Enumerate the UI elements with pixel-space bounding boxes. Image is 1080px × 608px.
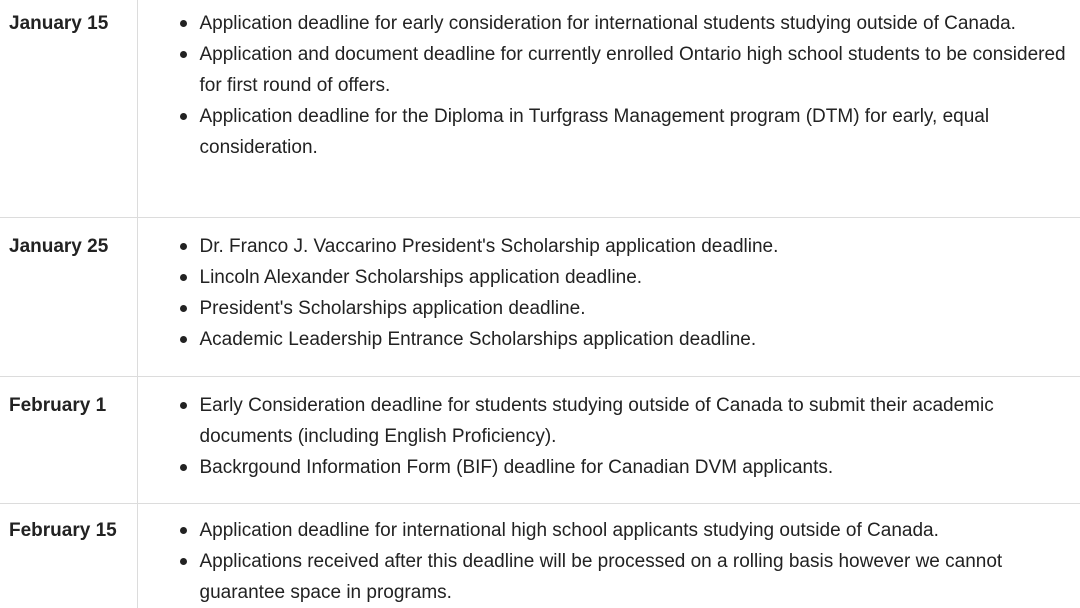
list-item: President's Scholarships application deadline. (138, 293, 1080, 324)
list-item: Applications received after this deadline will be processed on a rolling basis however we cannot guarantee space in programs. (138, 546, 1080, 608)
list-item: Academic Leadership Entrance Scholarships application deadline. (138, 324, 1080, 355)
table-row (0, 376, 1080, 503)
list-item: Application deadline for early consideration for international students studying outside of Canada. (138, 8, 1080, 39)
deadline-list (138, 390, 1080, 483)
table-row (0, 217, 1080, 376)
deadline-date: February 1 (9, 390, 137, 421)
date-cell (0, 217, 137, 376)
list-item: Application and document deadline for currently enrolled Ontario high school students to be considered for first round of offers. (138, 39, 1080, 101)
date-cell (0, 0, 137, 217)
deadline-list (138, 515, 1080, 608)
deadline-date: February 15 (9, 515, 137, 546)
table-row (0, 0, 1080, 217)
deadline-date: January 15 (9, 8, 137, 39)
list-item: Lincoln Alexander Scholarships application deadline. (138, 262, 1080, 293)
deadline-date: January 25 (9, 231, 137, 262)
deadline-list (138, 8, 1080, 163)
date-cell (0, 376, 137, 503)
items-cell (137, 0, 1080, 217)
list-item: Early Consideration deadline for students studying outside of Canada to submit their academic documents (including English Proficiency). (138, 390, 1080, 452)
date-cell (0, 503, 137, 608)
items-cell (137, 217, 1080, 376)
list-item: Backrgound Information Form (BIF) deadline for Canadian DVM applicants. (138, 452, 1080, 483)
list-item: Dr. Franco J. Vaccarino President's Scholarship application deadline. (138, 231, 1080, 262)
deadline-list (138, 231, 1080, 355)
items-cell (137, 503, 1080, 608)
list-item: Application deadline for the Diploma in Turfgrass Management program (DTM) for early, equal consideration. (138, 101, 1080, 163)
list-item: Application deadline for international high school applicants studying outside of Canada. (138, 515, 1080, 546)
table-row (0, 503, 1080, 608)
items-cell (137, 376, 1080, 503)
